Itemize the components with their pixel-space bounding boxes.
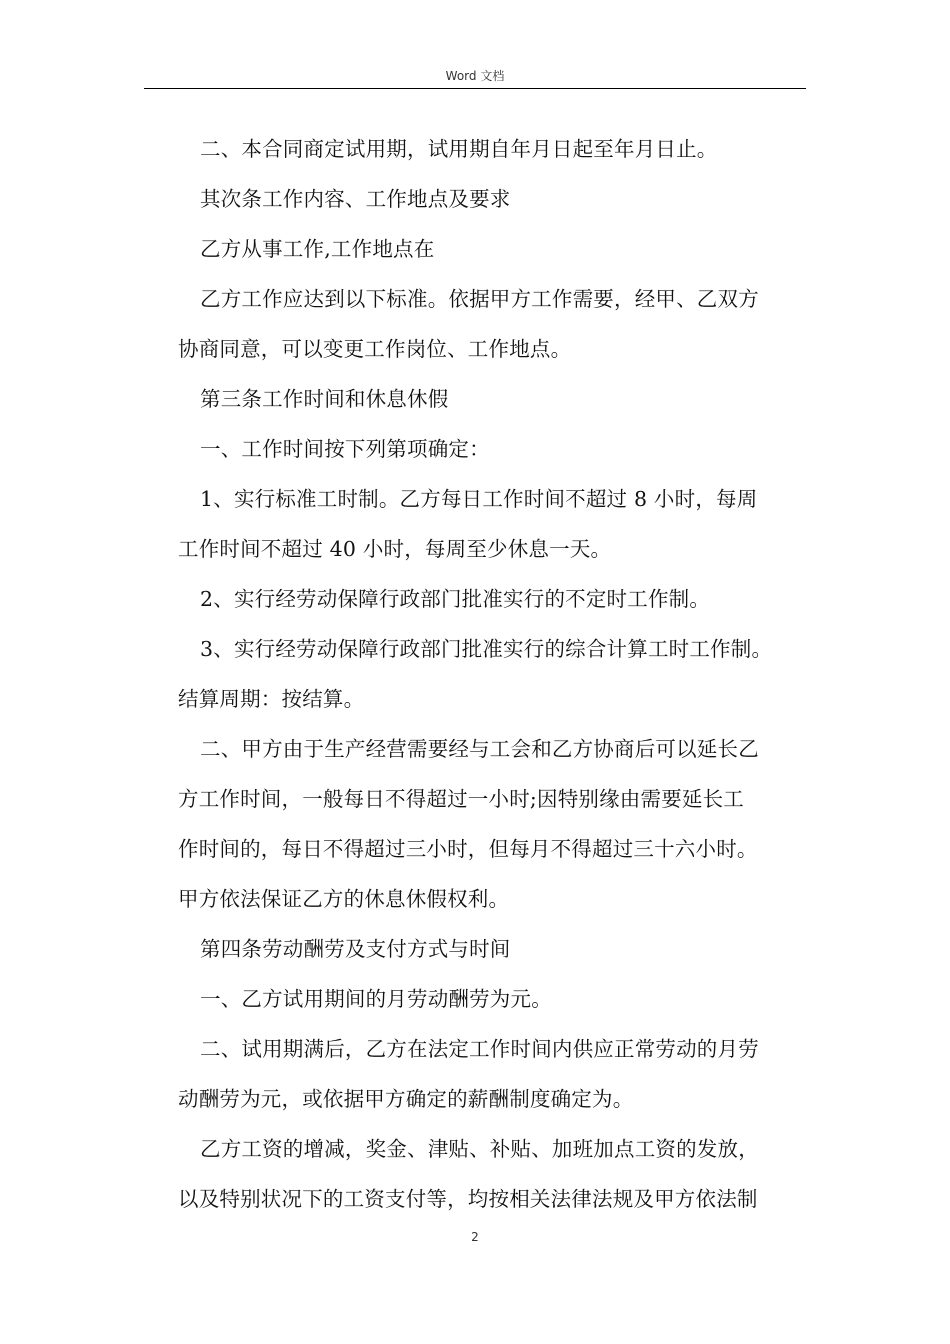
paragraph-line: 乙方从事工作,工作地点在	[200, 237, 435, 261]
paragraph-line: 3、实行经劳动保障行政部门批准实行的综合计算工时工作制。	[200, 637, 773, 661]
paragraph-line: 乙方工资的增减，奖金、津贴、补贴、加班加点工资的发放，	[200, 1137, 759, 1161]
paragraph-line: 甲方依法保证乙方的休息休假权利。	[178, 887, 510, 911]
header-divider	[144, 88, 806, 89]
paragraph-line: 一、工作时间按下列第项确定：	[200, 437, 490, 461]
paragraph-line: 第四条劳动酬劳及支付方式与时间	[200, 937, 511, 961]
paragraph-line: 二、试用期满后，乙方在法定工作时间内供应正常劳动的月劳	[200, 1037, 759, 1061]
paragraph-line: 方工作时间，一般每日不得超过一小时;因特别缘由需要延长工	[178, 787, 745, 811]
paragraph-line: 一、乙方试用期间的月劳动酬劳为元。	[200, 987, 552, 1011]
page-number: 2	[471, 1230, 479, 1244]
page-header: Word 文档	[445, 69, 505, 83]
paragraph-line: 协商同意，可以变更工作岗位、工作地点。	[178, 337, 572, 361]
paragraph-line: 二、本合同商定试用期，试用期自年月日起至年月日止。	[200, 137, 718, 161]
paragraph-line: 结算周期：按结算。	[178, 687, 365, 711]
paragraph-line: 工作时间不超过 40 小时，每周至少休息一天。	[178, 537, 612, 561]
paragraph-line: 2、实行经劳动保障行政部门批准实行的不定时工作制。	[200, 587, 711, 611]
paragraph-line: 1、实行标准工时制。乙方每日工作时间不超过 8 小时，每周	[200, 487, 758, 511]
paragraph-line: 作时间的，每日不得超过三小时，但每月不得超过三十六小时。	[178, 837, 758, 861]
paragraph-line: 其次条工作内容、工作地点及要求	[200, 187, 511, 211]
paragraph-line: 乙方工作应达到以下标准。依据甲方工作需要，经甲、乙双方	[200, 287, 759, 311]
paragraph-line: 二、甲方由于生产经营需要经与工会和乙方协商后可以延长乙	[200, 737, 759, 761]
paragraph-line: 动酬劳为元，或依据甲方确定的薪酬制度确定为。	[178, 1087, 634, 1111]
document-body	[178, 124, 806, 1224]
paragraph-line: 第三条工作时间和休息休假	[200, 387, 449, 411]
paragraph-line: 以及特别状况下的工资支付等，均按相关法律法规及甲方依法制	[178, 1187, 758, 1211]
